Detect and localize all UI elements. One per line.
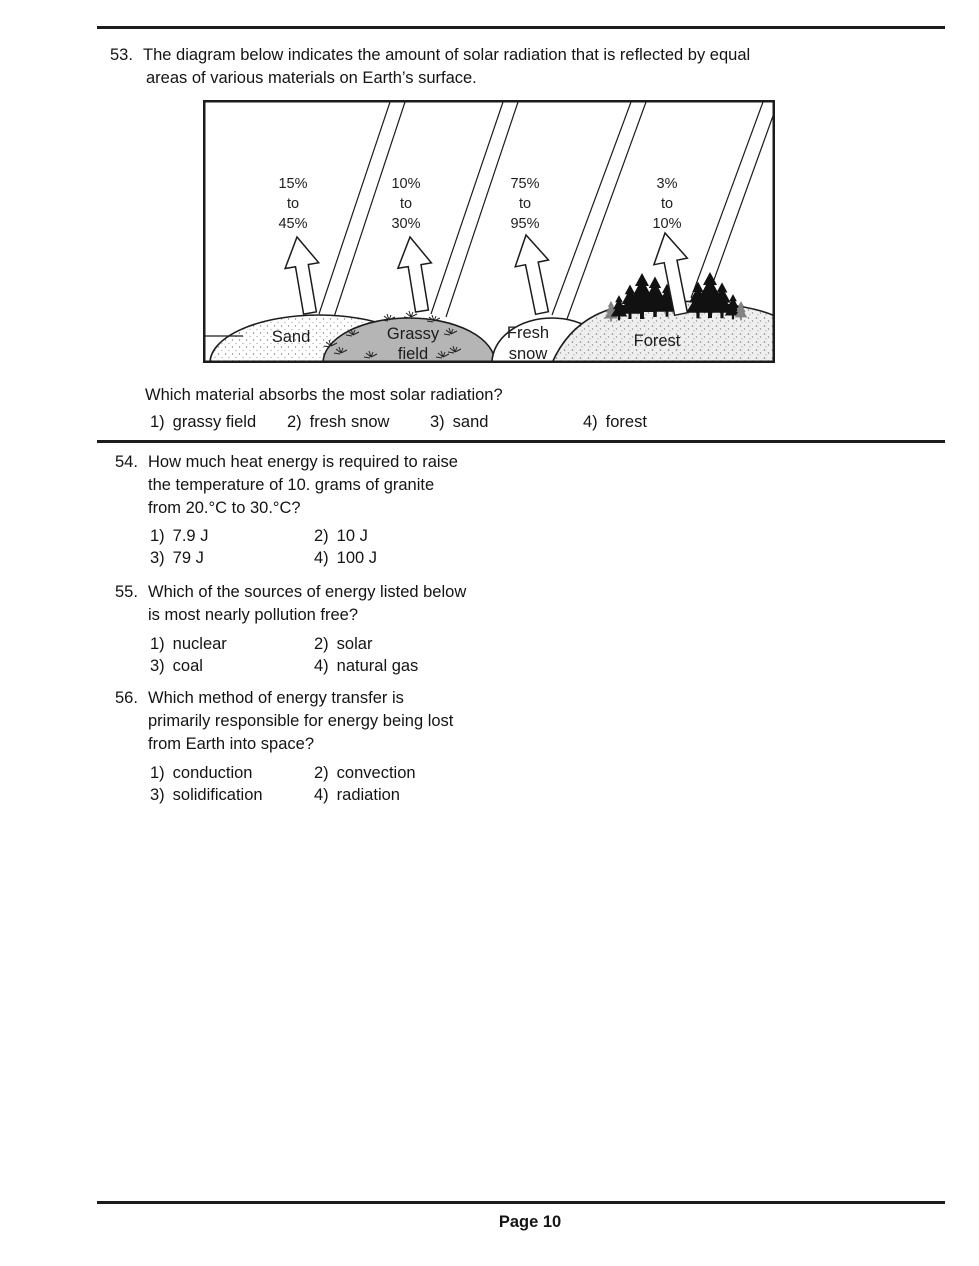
reflected-arrow-sand bbox=[285, 237, 319, 314]
q56-choice-1 bbox=[150, 762, 252, 784]
incoming-ray-fresh-snow bbox=[552, 102, 646, 319]
q56-choice-2 bbox=[314, 762, 416, 784]
q56-text-line2: primarily responsible for energy being lost bbox=[148, 712, 454, 730]
reflect-range-forest bbox=[652, 176, 681, 232]
q54-number: 54. bbox=[115, 453, 138, 471]
choice-number: 2) bbox=[287, 413, 302, 431]
svg-text:to: to bbox=[660, 196, 674, 212]
divider-rule bbox=[97, 440, 945, 443]
incoming-ray-sand bbox=[319, 102, 405, 317]
q55-choice-3 bbox=[150, 655, 203, 677]
svg-text:3%: 3% bbox=[656, 176, 678, 192]
choice-number: 2) bbox=[314, 635, 329, 653]
q54-choice-3 bbox=[150, 547, 204, 569]
choice-text: conduction bbox=[172, 764, 253, 782]
q55-text-line2: is most nearly pollution free? bbox=[148, 606, 359, 624]
q55-text-line1: Which of the sources of energy listed below bbox=[148, 583, 467, 601]
svg-text:10%: 10% bbox=[391, 176, 421, 192]
q53-text-line1: The diagram below indicates the amount of solar radiation that is reflected by equal bbox=[143, 46, 751, 64]
incoming-ray-forest bbox=[691, 102, 775, 302]
choice-text: fresh snow bbox=[309, 413, 390, 431]
choice-text: natural gas bbox=[336, 657, 419, 675]
choice-text: 7.9 J bbox=[172, 527, 209, 545]
svg-text:snow: snow bbox=[508, 345, 548, 363]
q55-choice-2 bbox=[314, 633, 372, 655]
choice-number: 2) bbox=[314, 764, 329, 782]
choice-text: nuclear bbox=[172, 635, 227, 653]
q54-choice-2 bbox=[314, 525, 368, 547]
svg-text:30%: 30% bbox=[391, 216, 421, 232]
choice-number: 3) bbox=[430, 413, 445, 431]
svg-text:10%: 10% bbox=[652, 216, 682, 232]
sand-label: Sand bbox=[271, 328, 311, 346]
top-rule bbox=[97, 26, 945, 29]
q53-choice-4 bbox=[583, 411, 647, 433]
q55-number: 55. bbox=[115, 583, 138, 601]
q53-choice-3 bbox=[430, 411, 488, 433]
svg-text:Fresh: Fresh bbox=[506, 324, 550, 342]
svg-text:to: to bbox=[286, 196, 300, 212]
reflect-range-sand bbox=[278, 176, 307, 232]
q53-choice-1 bbox=[150, 411, 256, 433]
q53-choice-2 bbox=[287, 411, 389, 433]
choice-number: 1) bbox=[150, 527, 165, 545]
q56-number: 56. bbox=[115, 689, 138, 707]
choice-text: coal bbox=[172, 657, 203, 675]
q54-choice-1 bbox=[150, 525, 208, 547]
choice-number: 1) bbox=[150, 764, 165, 782]
choice-text: 100 J bbox=[336, 549, 378, 567]
solar-radiation-diagram bbox=[203, 100, 775, 363]
choice-text: solidification bbox=[172, 786, 263, 804]
q54-text-line1: How much heat energy is required to raise bbox=[148, 453, 458, 471]
page-number: Page 10 bbox=[498, 1213, 562, 1231]
choice-number: 4) bbox=[583, 413, 598, 431]
q55-choice-1 bbox=[150, 633, 227, 655]
choice-number: 4) bbox=[314, 786, 329, 804]
svg-text:45%: 45% bbox=[278, 216, 308, 232]
reflected-arrow-grassy-field bbox=[398, 237, 432, 312]
q53-text-line2: areas of various materials on Earth’s surface. bbox=[146, 69, 477, 87]
svg-text:field: field bbox=[397, 345, 429, 363]
q56-choice-3 bbox=[150, 784, 263, 806]
q54-choice-4 bbox=[314, 547, 377, 569]
q55-choice-4 bbox=[314, 655, 418, 677]
choice-text: convection bbox=[336, 764, 416, 782]
bottom-rule bbox=[97, 1201, 945, 1204]
q56-text-line1: Which method of energy transfer is bbox=[148, 689, 404, 707]
q56-text-line3: from Earth into space? bbox=[148, 735, 314, 753]
choice-number: 3) bbox=[150, 657, 165, 675]
choice-text: solar bbox=[336, 635, 373, 653]
choice-number: 4) bbox=[314, 657, 329, 675]
choice-number: 3) bbox=[150, 549, 165, 567]
svg-text:to: to bbox=[518, 196, 532, 212]
q54-text-line3: from 20.°C to 30.°C? bbox=[148, 499, 301, 517]
choice-text: 79 J bbox=[172, 549, 204, 567]
svg-text:75%: 75% bbox=[510, 176, 540, 192]
choice-text: grassy field bbox=[172, 413, 257, 431]
svg-text:Grassy: Grassy bbox=[386, 325, 440, 343]
choice-text: 10 J bbox=[336, 527, 368, 545]
choice-number: 1) bbox=[150, 413, 165, 431]
reflect-range-grassy-field bbox=[391, 176, 420, 232]
incoming-ray-grassy-field bbox=[431, 102, 518, 317]
choice-number: 4) bbox=[314, 549, 329, 567]
reflect-range-fresh-snow bbox=[510, 176, 539, 232]
choice-number: 2) bbox=[314, 527, 329, 545]
q56-choice-4 bbox=[314, 784, 400, 806]
choice-number: 1) bbox=[150, 635, 165, 653]
svg-text:15%: 15% bbox=[278, 176, 308, 192]
q53-number: 53. bbox=[110, 46, 133, 64]
q53-question: Which material absorbs the most solar radiation? bbox=[145, 386, 503, 404]
choice-text: sand bbox=[452, 413, 489, 431]
choice-text: radiation bbox=[336, 786, 400, 804]
forest-label: Forest bbox=[633, 332, 681, 350]
q54-text-line2: the temperature of 10. grams of granite bbox=[148, 476, 435, 494]
svg-text:95%: 95% bbox=[510, 216, 540, 232]
svg-text:to: to bbox=[399, 196, 413, 212]
reflected-arrow-fresh-snow bbox=[515, 235, 548, 314]
choice-number: 3) bbox=[150, 786, 165, 804]
choice-text: forest bbox=[605, 413, 647, 431]
